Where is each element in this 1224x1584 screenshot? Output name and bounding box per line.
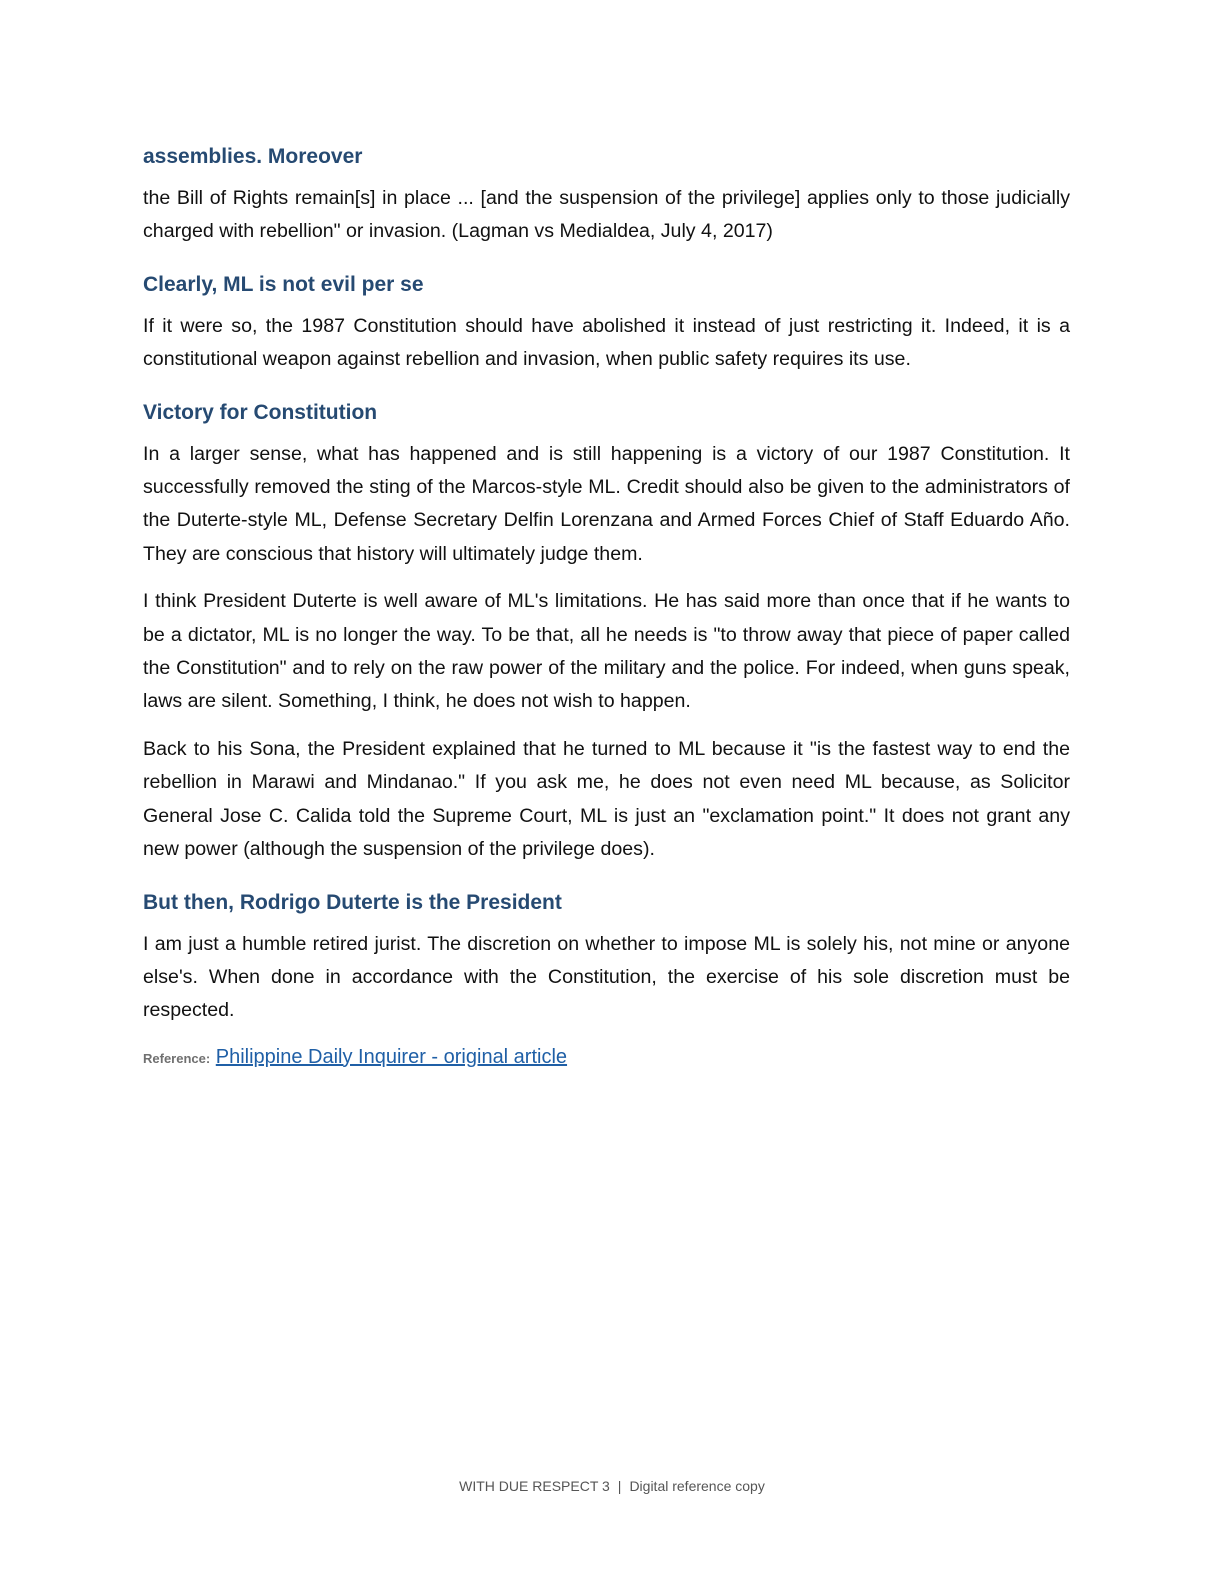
section-heading: Clearly, ML is not evil per se [143, 272, 424, 296]
body-paragraph: I think President Duterte is well aware of ML's limitations. He has said more than once that if he wants to be a dictator, ML is no longer the way. To be that, all he needs is "to throw away that piece of paper called the Constitution" and to rely on the raw power of the military and the police. For indeed, when guns speak, laws are silent. Something, I think, he does not wish to happen. [143, 590, 1070, 713]
footer-separator: | [617, 1478, 622, 1494]
section-assemblies [143, 141, 1070, 249]
reference-line [143, 1042, 1070, 1074]
body-paragraph: In a larger sense, what has happened and is still happening is a victory of our 1987 Constitution. It successfully removed the sting of the Marcos-style ML. Credit should also be given to the administrators of the Duterte-style ML, Defense Secretary Delfin Lorenzana and Armed Forces Chief of Staff Eduardo Año. They are conscious that history will ultimately judge them. [143, 442, 1070, 565]
section-victory-for-constitution [143, 397, 1070, 867]
body-paragraph: Back to his Sona, the President explained that he turned to ML because it "is the fastest way to end the rebellion in Marawi and Mindanao." If you ask me, he does not even need ML because, as Solicitor General Jose C. Calida told the Supreme Court, ML is just an "exclamation point." It does not grant any new power (although the suspension of the privilege does). [143, 737, 1070, 861]
document-body [143, 141, 1070, 1074]
footer-title: WITH DUE RESPECT 3 [459, 1478, 610, 1494]
page-footer [0, 1478, 1224, 1494]
section-ml-not-evil [143, 269, 1070, 377]
section-heading: But then, Rodrigo Duterte is the President [143, 890, 562, 914]
reference-link[interactable]: Philippine Daily Inquirer - original article [215, 1045, 568, 1068]
section-heading: assemblies. Moreover [143, 145, 363, 168]
footer-note: Digital reference copy [629, 1478, 765, 1494]
body-paragraph: I am just a humble retired jurist. The discretion on whether to impose ML is solely his, not mine or anyone else's. When done in accordance with the Constitution, the exercise of his sole discretion must be respected. [143, 932, 1070, 1022]
reference-label: Reference: [143, 1050, 211, 1066]
section-heading: Victory for Constitution [143, 400, 378, 424]
body-paragraph: the Bill of Rights remain[s] in place ... [and the suspension of the privilege] applies only to those judicially charged with rebellion" or invasion. (Lagman vs Medialdea, July 4, 2017) [143, 187, 1070, 243]
section-duterte-is-president [143, 887, 1070, 1028]
body-paragraph: If it were so, the 1987 Constitution should have abolished it instead of just restricting it. Indeed, it is a constitutional weapon against rebellion and invasion, when public safety requires its use. [143, 314, 1070, 371]
